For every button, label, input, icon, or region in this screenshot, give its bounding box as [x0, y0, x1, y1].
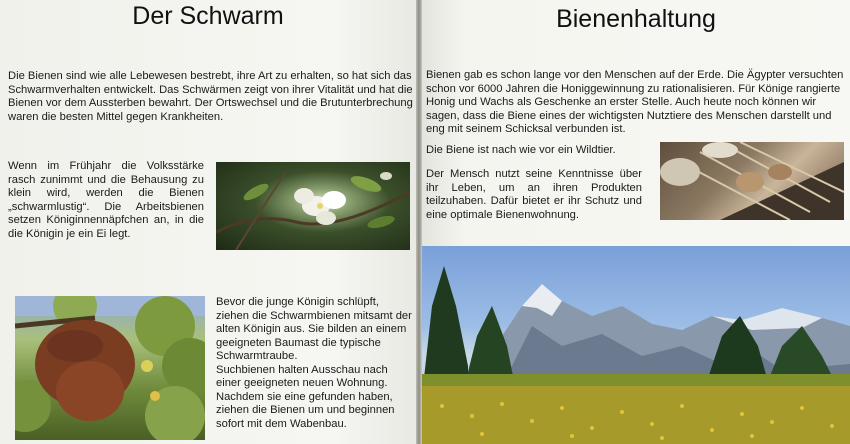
- paragraph-swarm-intro: Die Bienen sind wie alle Lebewesen bestrebt, ihre Art zu erhalten, so hat sich das Schwarmverhalten entwickelt. Das Schwärmen zeigt von ihrer Vitalität und hat die Bienen vor dem Aussterben bewahrt. Der Ortswechsel und die Brutunterbrechung waren die besten Mittel gegen Krankheiten.: [8, 70, 413, 123]
- paragraph-wild-animal: Die Biene ist nach wie vor ein Wildtier.: [426, 144, 616, 156]
- photo-bee-swarm: [15, 296, 205, 440]
- paragraph-beekeeping-intro: Bienen gab es schon lange vor den Menschen auf der Erde. Die Ägypter versuchten schon vor 6000 Jahren die Honiggewinnung zu rationalisieren. Für Könige rangierte Honig und Wachs als Geschenke an erster Stelle. Auch heute noch können wir sagen, dass die Biene eines der wichtigsten Nutztiere des Menschen darstellt und eng mit seinem Schicksal verbunden ist.: [426, 69, 844, 135]
- title-bienenhaltung: Bienenhaltung: [556, 5, 716, 33]
- panel-der-schwarm: [0, 0, 416, 444]
- panel-bienenhaltung: [422, 0, 850, 444]
- paragraph-human-use: Der Mensch nutzt seine Kenntnisse über ihr Leben, um an ihren Produkten teilzuhaben. Dafür bietet er ihr Schutz und eine optimale Bienenwohnung.: [426, 168, 642, 221]
- paragraph-spring: Wenn im Frühjahr die Volksstärke rasch zunimmt und die Behausung zu klein wird, werden die Bienen „schwarmlustig“. Die Arbeitsbienen setzen Königinnennäpfchen an, in die die Königin je ein Ei legt.: [8, 160, 204, 240]
- photo-beehive-frames: [660, 142, 844, 220]
- photo-blossom: [216, 162, 410, 250]
- title-der-schwarm: Der Schwarm: [132, 2, 284, 30]
- paragraph-young-queen: Bevor die junge Königin schlüpft, ziehen die Schwarmbienen mitsamt der alten Königin aus. Sie bilden an einem geeigneten Baumast die typische Schwarmtraube. Suchbienen halten Ausschau nach einer geeigneten neuen Wohnung. Nachdem sie eine gefunden haben, ziehen die Bienen um und beginnen sofort mit dem Wabenbau.: [216, 296, 412, 430]
- photo-mountain-meadow: [422, 246, 850, 444]
